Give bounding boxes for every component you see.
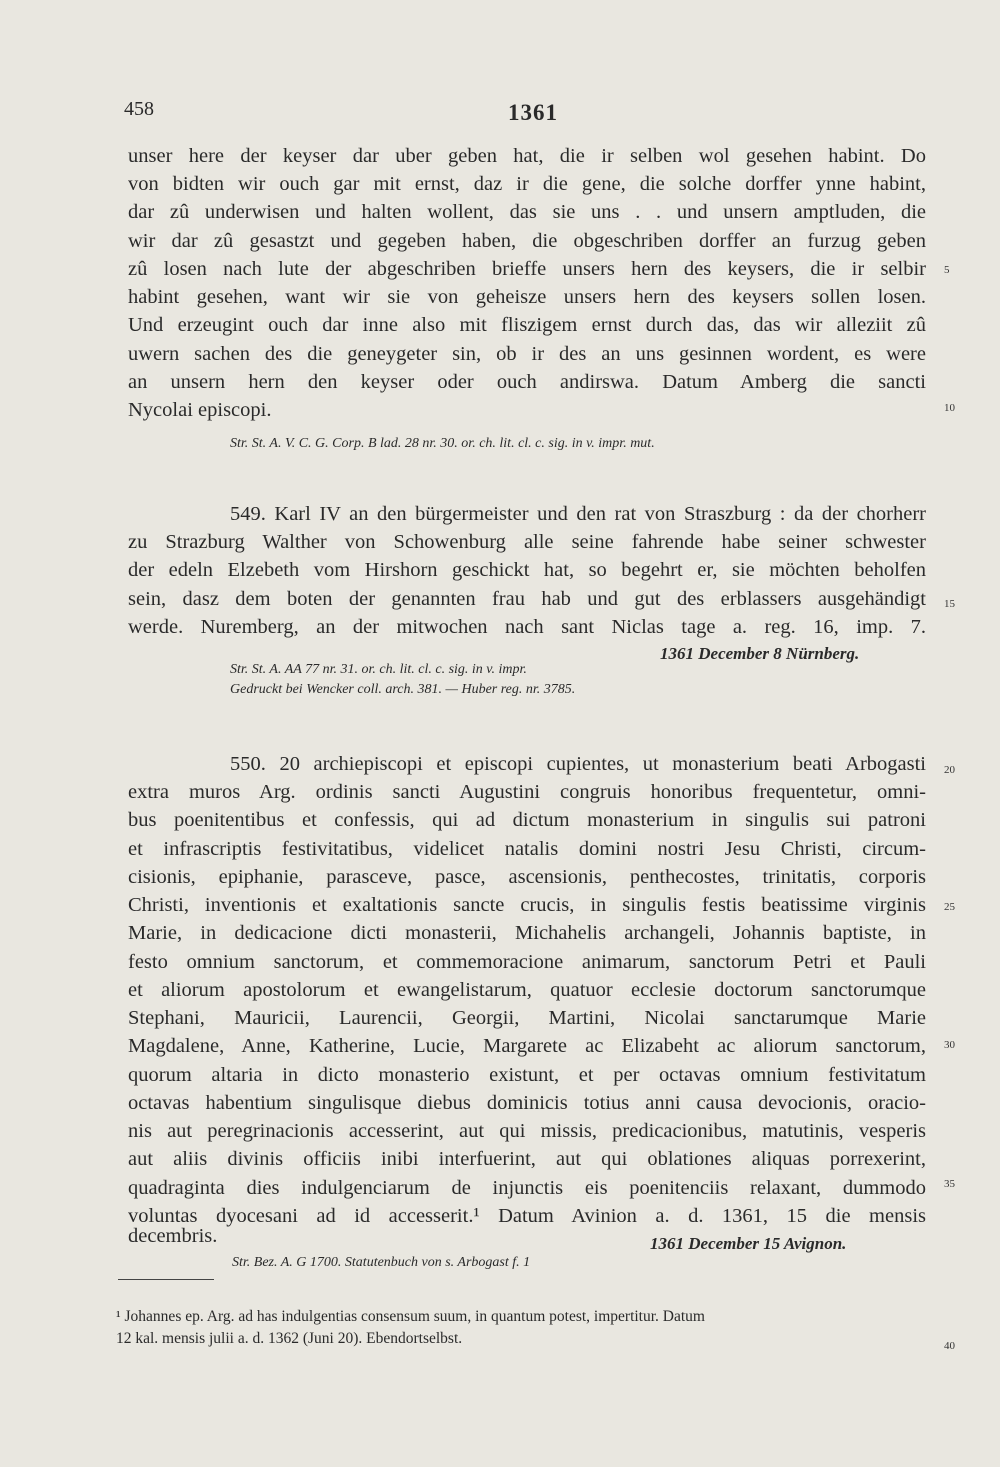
text-line: et infrascriptis festivitatibus, videlicet natalis domini nostri Jesu Christi, circum- bbox=[128, 838, 926, 860]
text-line: sein, dasz dem boten der genannten frau hab und gut des erblassers ausgehändigt bbox=[128, 588, 926, 610]
margin-line-number: 20 bbox=[944, 764, 955, 776]
text-line: habint gesehen, want wir sie von geheisze unsers hern des keysers sollen losen. bbox=[128, 286, 926, 308]
entry-heading-line: 549. Karl IV an den bürgermeister und den rat von Straszburg : da der chorherr bbox=[230, 503, 926, 525]
text-line: von bidten wir ouch gar mit ernst, daz ir die gene, die solche dorffer ynne habint, bbox=[128, 173, 926, 195]
text-line: wir dar zû gesastzt und gegeben haben, die obgeschriben dorffer an furzug geben bbox=[128, 230, 926, 252]
text-line: quorum altaria in dicto monasterio existunt, et per octavas omnium festivitatum bbox=[128, 1064, 926, 1086]
entry-date: 1361 December 15 Avignon. bbox=[650, 1234, 847, 1253]
source-citation: Gedruckt bei Wencker coll. arch. 381. — Huber reg. nr. 3785. bbox=[230, 682, 576, 697]
footnote-line: ¹ Johannes ep. Arg. ad has indulgentias consensum suum, in quantum potest, impertitur. Datum bbox=[116, 1308, 705, 1325]
text-line: an unsern hern den keyser oder ouch andirswa. Datum Amberg die sancti bbox=[128, 371, 926, 393]
text-line: Nycolai episcopi. bbox=[128, 399, 272, 421]
text-line: Und erzeugint ouch dar inne also mit fliszigem ernst durch das, das wir alleziit zû bbox=[128, 314, 926, 336]
margin-line-number: 5 bbox=[944, 264, 950, 276]
text-line: Marie, in dedicacione dicti monasterii, Michahelis archangeli, Johannis baptiste, in bbox=[128, 922, 926, 944]
footnote-line: 12 kal. mensis julii a. d. 1362 (Juni 20). Ebendortselbst. bbox=[116, 1330, 463, 1347]
entry-date: 1361 December 8 Nürnberg. bbox=[660, 644, 860, 663]
source-citation: Str. Bez. A. G 1700. Statutenbuch von s. Arbogast f. 1 bbox=[232, 1255, 531, 1270]
text-line: der edeln Elzebeth vom Hirshorn geschickt hat, so begehrt er, sie möchten beholfen bbox=[128, 559, 926, 581]
text-line: zû losen nach lute der abgeschriben brieffe unsers hern des keysers, die ir selbir bbox=[128, 258, 926, 280]
text-line: werde. Nuremberg, an der mitwochen nach sant Niclas tage a. reg. 16, imp. 7. bbox=[128, 616, 926, 638]
text-line: festo omnium sanctorum, et commemoracione animarum, sanctorum Petri et Pauli bbox=[128, 951, 926, 973]
page-number: 458 bbox=[124, 98, 154, 120]
text-line: Stephani, Mauricii, Laurencii, Georgii, Martini, Nicolai sanctarumque Marie bbox=[128, 1007, 926, 1029]
margin-line-number: 30 bbox=[944, 1039, 955, 1051]
margin-line-number: 10 bbox=[944, 402, 955, 414]
text-line: nis aut peregrinacionis accesserint, aut qui missis, predicacionibus, matutinis, vesperis bbox=[128, 1120, 926, 1142]
entry-heading-line: 550. 20 archiepiscopi et episcopi cupientes, ut monasterium beati Arbogasti bbox=[230, 753, 926, 775]
text-line: et aliorum apostolorum et ewangelistarum, quatuor ecclesie doctorum sanctorumque bbox=[128, 979, 926, 1001]
text-line: aut aliis divinis officiis inibi interfuerint, aut qui oblationes aliquas porrexerint, bbox=[128, 1148, 926, 1170]
text-line: unser here der keyser dar uber geben hat, die ir selben wol gesehen habint. Do bbox=[128, 145, 926, 167]
text-line: extra muros Arg. ordinis sancti Augustini congruis honoribus frequentetur, omni- bbox=[128, 781, 926, 803]
text-line: Magdalene, Anne, Katherine, Lucie, Margarete ac Elizabeht ac aliorum sanctorum, bbox=[128, 1035, 926, 1057]
text-line: quadraginta dies indulgenciarum de injunctis eis poenitenciis relaxant, dummodo bbox=[128, 1177, 926, 1199]
running-head-year: 1361 bbox=[508, 100, 558, 125]
margin-line-number: 15 bbox=[944, 598, 955, 610]
source-citation: Str. St. A. AA 77 nr. 31. or. ch. lit. cl. c. sig. in v. impr. bbox=[230, 662, 527, 677]
footnote-rule bbox=[118, 1279, 214, 1280]
text-line: voluntas dyocesani ad id accesserit.¹ Datum Avinion a. d. 1361, 15 die mensis bbox=[128, 1205, 926, 1227]
text-line: dar zû underwisen und halten wollent, das sie uns . . und unsern amptluden, die bbox=[128, 201, 926, 223]
text-line: cisionis, epiphanie, parasceve, pasce, ascensionis, penthecostes, trinitatis, corporis bbox=[128, 866, 926, 888]
source-citation: Str. St. A. V. C. G. Corp. B lad. 28 nr. 30. or. ch. lit. cl. c. sig. in v. impr. mut. bbox=[230, 436, 655, 451]
text-line: octavas habentium singulisque diebus dominicis totius anni causa devocionis, oracio- bbox=[128, 1092, 926, 1114]
margin-line-number: 35 bbox=[944, 1178, 955, 1190]
text-line: Christi, inventionis et exaltationis sancte crucis, in singulis festis beatissime virginis bbox=[128, 894, 926, 916]
text-line: bus poenitentibus et confessis, qui ad dictum monasterium in singulis sui patroni bbox=[128, 809, 926, 831]
text-line: uwern sachen des die geneygeter sin, ob ir des an uns gesinnen wordent, es were bbox=[128, 343, 926, 365]
margin-line-number: 40 bbox=[944, 1340, 955, 1352]
text-line: decembris. bbox=[128, 1225, 218, 1247]
text-line: zu Strazburg Walther von Schowenburg alle seine fahrende habe seiner schwester bbox=[128, 531, 926, 553]
margin-line-number: 25 bbox=[944, 901, 955, 913]
